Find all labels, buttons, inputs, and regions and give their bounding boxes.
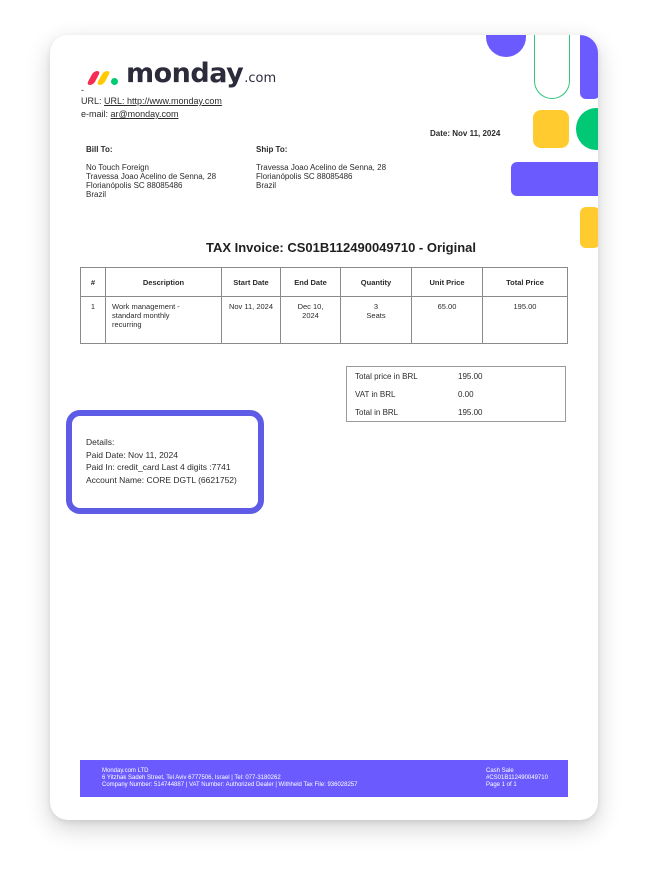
footer-company-name: Monday.com LTD	[102, 768, 149, 774]
decor-purple-rect	[580, 35, 598, 99]
payment-details-box	[66, 410, 264, 514]
totals-row	[355, 372, 482, 384]
decor-green-outline-pill	[534, 35, 570, 99]
decor-yellow-square	[533, 110, 569, 148]
ship-to-line: Travessa Joao Acelino de Senna, 28	[256, 163, 387, 172]
table-row	[81, 297, 568, 344]
decor-purple-half-circle	[486, 35, 526, 57]
end-date-line: Dec 10,	[297, 302, 324, 311]
footer-invoice-info	[486, 768, 548, 789]
bill-to-heading: Bill To:	[86, 145, 113, 154]
decor-purple-bar	[511, 162, 598, 196]
ship-to-line: Brazil	[256, 181, 277, 190]
col-header-num: #	[81, 268, 106, 297]
cell-quantity	[341, 297, 412, 344]
url-link[interactable]: URL: http://www.monday.com	[104, 96, 222, 106]
totals-box	[346, 366, 566, 422]
bill-to-block	[86, 145, 216, 199]
ship-to-heading: Ship To:	[256, 145, 288, 154]
ship-to-block	[256, 145, 386, 190]
cell-unit-price: 65.00	[412, 297, 483, 344]
footer-registration: Company Number: 514744887 | VAT Number: Authorized Dealer | Withheld Tax File: 936028257	[102, 782, 358, 788]
cell-start-date: Nov 11, 2024	[222, 297, 281, 344]
description-line: recurring	[112, 320, 142, 329]
bill-to-line: Brazil	[86, 190, 107, 199]
cell-num: 1	[81, 297, 106, 344]
cell-end-date	[281, 297, 341, 344]
description-line: Work management -	[112, 302, 180, 311]
footer-invoice-number: #CS01B112490049710	[486, 775, 548, 781]
header-dash: -	[81, 85, 84, 95]
table-header-row	[81, 268, 568, 297]
invoice-title: TAX Invoice: CS01B112490049710 - Original	[205, 240, 476, 255]
details-heading: Details:	[86, 437, 115, 447]
cell-description	[106, 297, 222, 344]
description-line: standard monthly	[112, 311, 170, 320]
col-header-end-date: End Date	[281, 268, 341, 297]
cell-total-price: 195.00	[483, 297, 568, 344]
col-header-unit-price: Unit Price	[412, 268, 483, 297]
email-link[interactable]: ar@monday.com	[110, 109, 179, 119]
ship-to-line: Florianópolis SC 88085486	[256, 172, 353, 181]
col-header-description: Description	[106, 268, 222, 297]
footer-sale-type: Cash Sale	[486, 768, 514, 774]
url-prefix: URL:	[81, 96, 105, 106]
logo-wordmark: monday	[126, 58, 244, 89]
col-header-start-date: Start Date	[222, 268, 281, 297]
totals-row	[355, 408, 482, 420]
footer-address: 6 Yitzhak Sadeh Street, Tel Aviv 6777506, Israel | Tel: 077-3180262	[102, 775, 281, 781]
bill-to-line: No Touch Foreign	[86, 163, 149, 172]
details-paid-date: Paid Date: Nov 11, 2024	[86, 449, 178, 460]
bill-to-line: Travessa Joao Acelino de Senna, 28	[86, 172, 217, 181]
col-header-quantity: Quantity	[341, 268, 412, 297]
line-items-table	[80, 267, 568, 344]
totals-value: 195.00	[458, 408, 483, 417]
quantity-unit: Seats	[366, 311, 386, 320]
invoice-page	[50, 35, 598, 820]
details-account-name: Account Name: CORE DGTL (6621752)	[86, 474, 237, 485]
footer-bar	[80, 760, 568, 797]
email-line	[81, 109, 179, 120]
totals-label: Total in BRL	[355, 408, 399, 417]
totals-value: 0.00	[458, 390, 474, 399]
url-line	[81, 96, 222, 107]
end-date-line: 2024	[302, 311, 319, 320]
invoice-date: Date: Nov 11, 2024	[430, 129, 501, 138]
totals-value: 195.00	[458, 372, 483, 381]
details-paid-in: Paid In: credit_card Last 4 digits :7741	[86, 462, 231, 472]
email-prefix: e-mail:	[81, 109, 111, 119]
quantity-value: 3	[373, 302, 379, 311]
decor-green-circle	[576, 108, 598, 150]
monday-logo-icon	[88, 63, 122, 85]
totals-label: VAT in BRL	[355, 390, 396, 399]
col-header-total-price: Total Price	[483, 268, 568, 297]
footer-page-number: Page 1 of 1	[486, 782, 517, 788]
logo-suffix: .com	[244, 71, 277, 86]
monday-logo	[88, 55, 276, 89]
bill-to-line: Florianópolis SC 88085486	[86, 181, 183, 190]
totals-row	[355, 390, 474, 402]
totals-label: Total price in BRL	[355, 372, 418, 381]
footer-company-info	[102, 768, 357, 789]
